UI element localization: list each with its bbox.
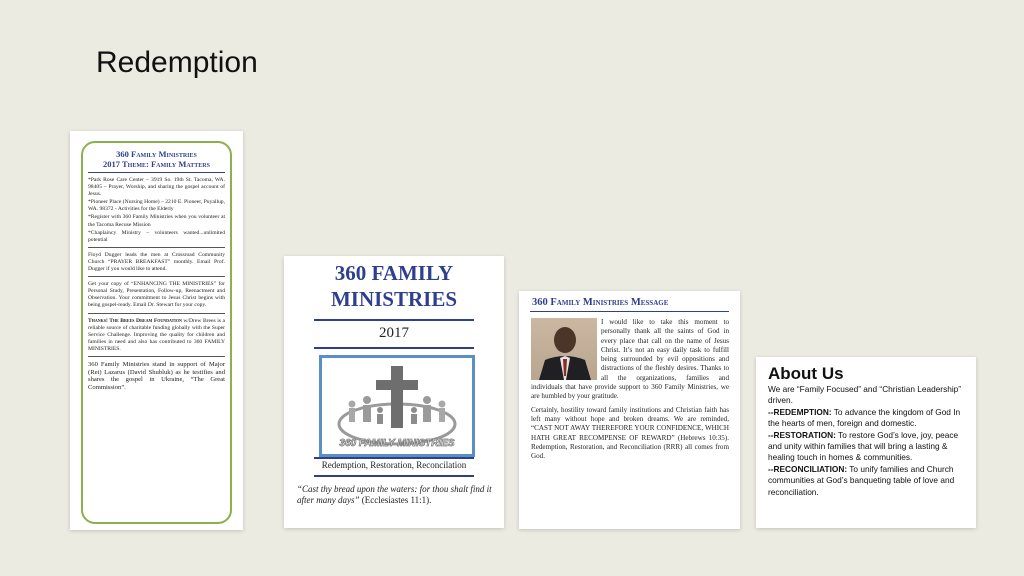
divider bbox=[314, 457, 474, 459]
enhancing-ministries-text: Get your copy of “ENHANCING THE MINISTRIES” for Personal Study, Presentation, Follow-up, Reenactment and Observation. Your commitment to Jesus Christ begins with being gospel-ready. Email Dr. Stewart for your copy. bbox=[88, 281, 225, 309]
cover-tagline: Redemption, Restoration, Reconcilation bbox=[321, 460, 467, 470]
list-item: *Pioneer Place (Nursing Home) – 2210 E. Pioneer, Puyallup, WA. 98372 - Activities for the Elderly bbox=[88, 199, 225, 213]
restoration-label: --RESTORATION: bbox=[768, 429, 836, 440]
cover-year: 2017 bbox=[379, 325, 409, 341]
redemption-text: To advance the kingdom of God In the hearts of men, foreign and domestic. bbox=[768, 406, 961, 429]
redemption-label: --REDEMPTION: bbox=[768, 406, 832, 417]
reconciliation-text: To unify families and Church communities at God’s banqueting table of love and reconciliation. bbox=[768, 463, 955, 497]
cover-quote bbox=[297, 484, 493, 506]
logo-text: 360 FAMILY MINISTRIES bbox=[339, 438, 455, 449]
bulletin-header-line1: 360 Family Ministries bbox=[116, 149, 197, 159]
ministry-logo bbox=[319, 355, 475, 457]
list-item: *Park Rose Care Center – 3919 So. 19th St. Tacoma, WA. 98405 – Prayer, Worship, and sharing the gospel account of Jesus. bbox=[88, 177, 225, 198]
cover-title-line2: MINISTRIES bbox=[330, 287, 458, 311]
restoration-text: To restore God’s love, joy, peace and unity within families that will bring a lasting & healing touch in homes & communities. bbox=[768, 429, 959, 463]
message-paragraph-2: Certainly, hostility toward family institutions and Christian faith has left many without hope and broken dreams. We are reminded, “CAST NOT AWAY THEREFORE YOUR CONFIDENCE, WHICH HATH GREAT RECOMPENSE OF REWARD” (Hebrews 10:35). Redemption, Restoration, and Reconciliation (RRR) all comes from God. bbox=[531, 405, 729, 461]
ukraine-support-text: 360 Family Ministries stand in support of Major (Ret) Lazarus (David Shubluk) as he testifies and shares the gospel in Ukraine, “The Great Commission”. bbox=[88, 360, 225, 391]
divider bbox=[88, 313, 225, 314]
quote-reference: (Ecclesiastes 11:1). bbox=[361, 495, 432, 505]
brees-foundation-label: Thanks! The Brees Dream Foundation bbox=[88, 317, 182, 324]
family-cross-logo-icon bbox=[322, 358, 472, 454]
message-paragraph-1: I would like to take this moment to personally thank all the saints of God in every place that call on the name of Jesus Christ. It’s not an easy daily task to fulfill being surrounded by evil oppositions and distractions of the fleshly desires. Thanks to all the organizations, families and individuals that have provide support to 360 Family Ministries, we are humbled by your gratitude. bbox=[531, 318, 729, 401]
divider bbox=[314, 319, 474, 321]
cover-title bbox=[284, 260, 504, 312]
about-redemption bbox=[768, 407, 968, 430]
list-item: *Register with 360 Family Ministries when you volunteer at the Tacoma Recuse Mission bbox=[88, 214, 225, 228]
about-restoration bbox=[768, 430, 968, 464]
cover-panel bbox=[284, 256, 504, 528]
brees-foundation-text bbox=[88, 318, 225, 353]
quote-text: “Cast thy bread upon the waters: for thou shalt find it after many days” bbox=[297, 484, 492, 505]
divider bbox=[88, 172, 225, 173]
divider bbox=[314, 475, 474, 477]
message-header: 360 Family Ministries Message bbox=[532, 297, 669, 308]
slide-title: Redemption bbox=[96, 46, 258, 79]
cover-title-line1: 360 FAMILY bbox=[334, 261, 454, 285]
prayer-breakfast-text: Floyd Dugger leads the men at Crossroad Community Church “PRAYER BREAKFAST” monthly. Email Prof. Dugger if you would like to attend. bbox=[88, 251, 225, 273]
reconciliation-label: --RECONCILIATION: bbox=[768, 463, 848, 474]
bulletin-panel bbox=[70, 131, 243, 530]
message-panel bbox=[519, 291, 740, 529]
divider bbox=[530, 311, 729, 312]
about-us-heading: About Us bbox=[768, 364, 844, 383]
about-us-intro: We are “Family Focused” and “Christian Leadership” driven. bbox=[768, 384, 962, 406]
bulletin-header-line2: 2017 Theme: Family Matters bbox=[103, 159, 210, 169]
divider bbox=[314, 347, 474, 349]
about-us-panel bbox=[756, 357, 976, 528]
divider bbox=[88, 276, 225, 277]
divider bbox=[88, 247, 225, 248]
brees-foundation-body: w/Drew Brees is a reliable source of charitable funding globally with the Super Service Challenge. Improving the quality for children and families in need and also has contributed to 360 FAMILY MINISTRIES. bbox=[88, 317, 225, 352]
divider bbox=[88, 356, 225, 357]
about-reconciliation bbox=[768, 464, 968, 498]
bulletin-item-list bbox=[88, 177, 225, 244]
list-item: *Chaplaincy Ministry – volunteers wanted...unlimited potential bbox=[88, 229, 225, 243]
